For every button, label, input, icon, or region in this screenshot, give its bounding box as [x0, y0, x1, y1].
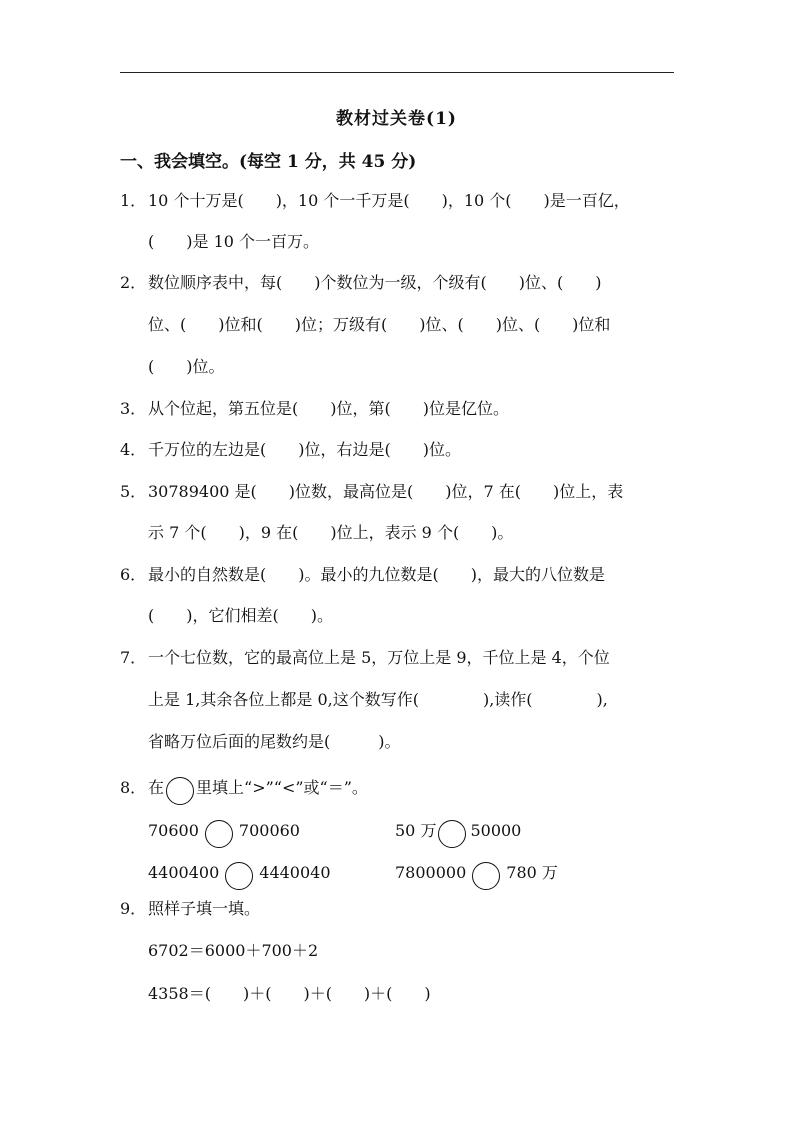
question-4	[120, 439, 674, 461]
compare-circle-icon[interactable]	[225, 862, 253, 890]
compare-right: 700060	[238, 821, 300, 840]
question-number: 4．	[120, 440, 147, 459]
question-text: 一个七位数，它的最高位上是 5，万位上是 9，千位上是 4，个位	[148, 648, 610, 667]
question-text: 照样子填一填。	[148, 899, 261, 918]
question-2-line-3: ( )位。	[148, 357, 225, 376]
question-number: 6．	[120, 565, 147, 584]
example-equation: 6702＝6000＋700＋2	[148, 941, 319, 960]
question-number: 5．	[120, 482, 147, 501]
question-text-pre: 在	[148, 778, 165, 797]
compare-right: 4440040	[259, 863, 331, 882]
compare-item	[148, 820, 300, 848]
compare-circle-icon	[166, 777, 194, 805]
task-equation: 4358＝( )＋( )＋( )＋( )	[148, 984, 431, 1003]
question-1-line-2: ( )是 10 个一百万。	[148, 232, 320, 251]
question-text: 10 个十万是( )，10 个一千万是( )，10 个( )是一百亿，	[148, 191, 630, 210]
compare-item	[148, 862, 331, 890]
question-number: 8．	[120, 778, 147, 797]
question-5	[120, 481, 674, 503]
question-text-post: 里填上“>”“<”或“＝”。	[196, 778, 368, 797]
compare-left: 7800000	[395, 863, 467, 882]
question-3	[120, 398, 674, 420]
compare-right: 50000	[470, 821, 522, 840]
compare-right: 780 万	[506, 863, 558, 882]
question-text: 从个位起，第五位是( )位，第( )位是亿位。	[148, 399, 509, 418]
question-number: 7．	[120, 648, 147, 667]
question-number: 1．	[120, 191, 147, 210]
question-text: 最小的自然数是( )。最小的九位数是( )，最大的八位数是	[148, 565, 605, 584]
question-7-line-2: 上是 1,其余各位上都是 0,这个数写作( ),读作( ),	[148, 690, 608, 709]
question-1	[120, 190, 674, 212]
question-7	[120, 647, 674, 669]
question-5-line-2: 示 7 个( )，9 在( )位上，表示 9 个( )。	[148, 523, 514, 542]
question-2	[120, 272, 674, 294]
page-title: 教材过关卷(1)	[336, 109, 457, 129]
compare-circle-icon[interactable]	[472, 862, 500, 890]
question-number: 2．	[120, 273, 147, 292]
compare-left: 4400400	[148, 863, 220, 882]
question-6-line-2: ( )，它们相差( )。	[148, 606, 333, 625]
compare-circle-icon[interactable]	[438, 820, 466, 848]
question-number: 9．	[120, 899, 147, 918]
compare-left: 50 万	[395, 821, 437, 840]
section-heading: 一、我会填空。(每空 1 分，共 45 分)	[120, 152, 417, 172]
compare-item	[395, 862, 558, 890]
question-text: 千万位的左边是( )位，右边是( )位。	[148, 440, 461, 459]
compare-item	[395, 820, 521, 848]
question-8	[120, 777, 674, 805]
header-rule	[120, 72, 674, 73]
question-6	[120, 564, 674, 586]
question-2-line-2: 位、( )位和( )位；万级有( )位、( )位、( )位和	[148, 315, 611, 334]
question-number: 3．	[120, 399, 147, 418]
compare-left: 70600	[148, 821, 199, 840]
question-text: 30789400 是( )位数，最高位是( )位，7 在( )位上，表	[148, 482, 624, 501]
question-7-line-3: 省略万位后面的尾数约是( )。	[148, 732, 401, 751]
question-text: 数位顺序表中，每( )个数位为一级，个级有( )位、( )	[148, 273, 602, 292]
question-9	[120, 898, 674, 920]
compare-circle-icon[interactable]	[205, 820, 233, 848]
